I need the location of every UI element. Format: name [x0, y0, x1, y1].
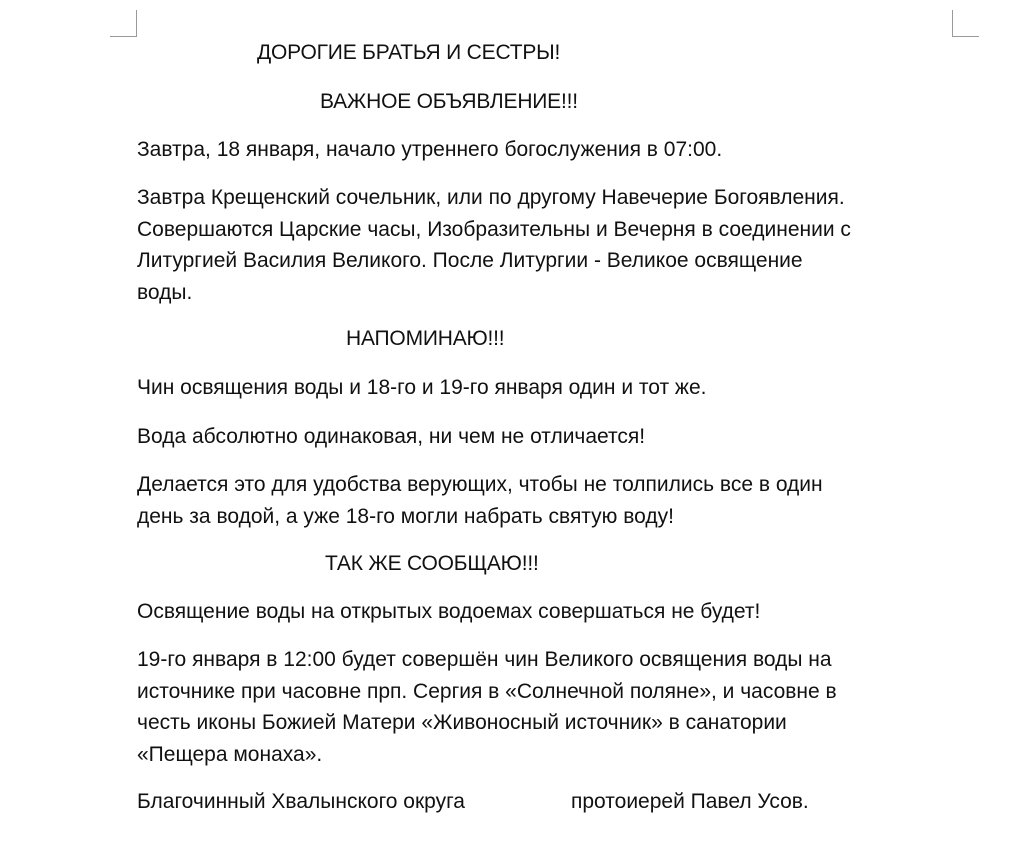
paragraph-eve-line-1: Завтра Крещенский сочельник, или по другому Навечерие Богоявления. [137, 186, 845, 209]
greeting-heading: ДОРОГИЕ БРАТЬЯ И СЕСТРЫ! [257, 41, 561, 64]
page-corner-mark-right [952, 10, 979, 37]
paragraph-water-same: Вода абсолютно одинаковая, ни чем не отличается! [137, 425, 646, 448]
signature-dean-title: Благочинный Хвалынского округа [137, 790, 465, 813]
also-announce-heading: ТАК ЖЕ СООБЩАЮ!!! [325, 552, 539, 575]
paragraph-convenience-line-2: день за водой, а уже 18-го могли набрать святую воду! [137, 505, 674, 528]
paragraph-eve-line-3: Литургией Василия Великого. После Литургии - Великое освящение [137, 249, 803, 272]
paragraph-eve-line-4: воды. [137, 281, 193, 304]
paragraph-eve-line-2: Совершаются Царские часы, Изобразительны и Вечерня в соединении с [137, 218, 851, 241]
reminder-heading: НАПОМИНАЮ!!! [346, 327, 505, 350]
paragraph-rite-same: Чин освящения воды и 18-го и 19-го января один и тот же. [137, 376, 707, 399]
signature-priest-name: протоиерей Павел Усов. [571, 790, 809, 813]
paragraph-jan19-line-3: честь иконы Божией Матери «Живоносный источник» в санатории [137, 711, 787, 734]
paragraph-jan19-line-1: 19-го января в 12:00 будет совершён чин Великого освящения воды на [137, 648, 832, 671]
paragraph-service-time: Завтра, 18 января, начало утреннего богослужения в 07:00. [137, 138, 723, 161]
paragraph-no-open-water: Освящение воды на открытых водоемах совершаться не будет! [137, 600, 761, 623]
announcement-heading: ВАЖНОЕ ОБЪЯВЛЕНИЕ!!! [320, 90, 578, 113]
paragraph-jan19-line-4: «Пещера монаха». [137, 743, 323, 766]
page-corner-mark-left [110, 10, 137, 37]
paragraph-jan19-line-2: источнике при часовне прп. Сергия в «Солнечной поляне», и часовне в [137, 680, 837, 703]
paragraph-convenience-line-1: Делается это для удобства верующих, чтобы не толпились все в один [137, 473, 823, 496]
